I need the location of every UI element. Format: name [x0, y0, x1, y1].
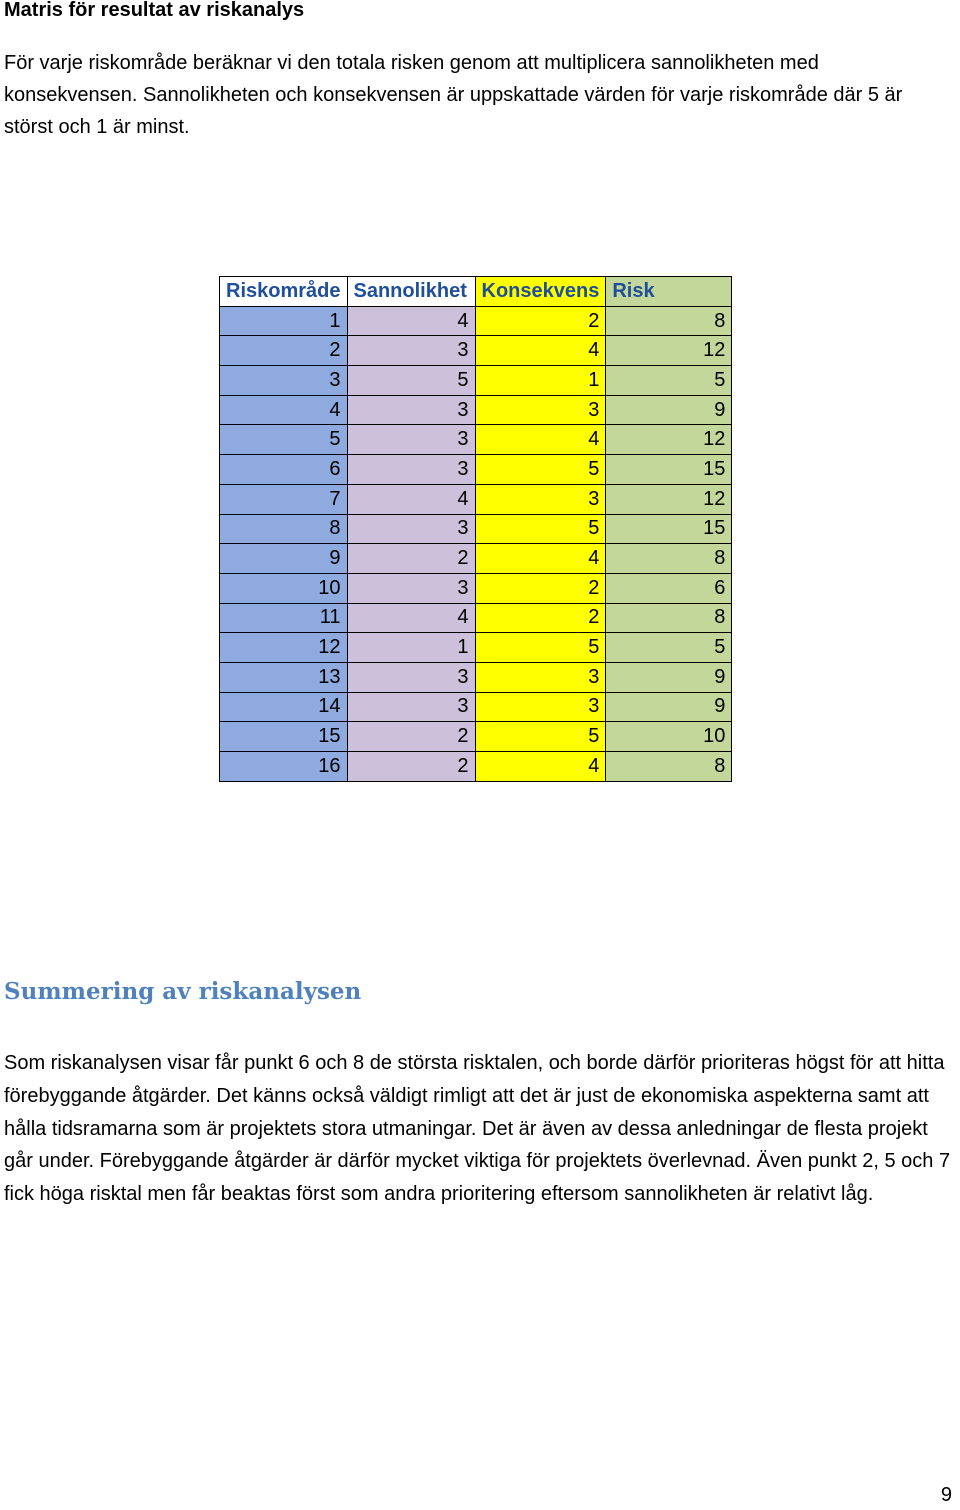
cell-konsekvens: 2 [475, 603, 606, 633]
cell-riskomrade: 12 [220, 633, 348, 663]
cell-sannolikhet: 1 [347, 633, 475, 663]
cell-konsekvens: 3 [475, 484, 606, 514]
cell-risk: 15 [606, 514, 732, 544]
cell-risk: 9 [606, 395, 732, 425]
cell-sannolikhet: 4 [347, 484, 475, 514]
cell-riskomrade: 9 [220, 544, 348, 574]
cell-konsekvens: 3 [475, 692, 606, 722]
cell-riskomrade: 15 [220, 722, 348, 752]
cell-risk: 8 [606, 752, 732, 782]
cell-konsekvens: 3 [475, 662, 606, 692]
table-row [220, 514, 732, 544]
cell-riskomrade: 14 [220, 692, 348, 722]
cell-riskomrade: 1 [220, 306, 348, 336]
cell-konsekvens: 4 [475, 336, 606, 366]
cell-sannolikhet: 2 [347, 752, 475, 782]
table-body [220, 306, 732, 781]
cell-risk: 5 [606, 366, 732, 396]
cell-konsekvens: 4 [475, 752, 606, 782]
table-row [220, 662, 732, 692]
table-row [220, 573, 732, 603]
cell-konsekvens: 2 [475, 306, 606, 336]
table-row [220, 752, 732, 782]
cell-sannolikhet: 3 [347, 336, 475, 366]
cell-konsekvens: 1 [475, 366, 606, 396]
cell-sannolikhet: 3 [347, 395, 475, 425]
cell-sannolikhet: 3 [347, 573, 475, 603]
cell-sannolikhet: 2 [347, 544, 475, 574]
table-row [220, 603, 732, 633]
cell-riskomrade: 8 [220, 514, 348, 544]
cell-sannolikhet: 4 [347, 306, 475, 336]
cell-risk: 8 [606, 603, 732, 633]
cell-sannolikhet: 3 [347, 692, 475, 722]
cell-sannolikhet: 4 [347, 603, 475, 633]
page-number: 9 [940, 1484, 952, 1506]
table-row [220, 484, 732, 514]
risk-matrix-table [219, 276, 732, 782]
cell-riskomrade: 3 [220, 366, 348, 396]
cell-konsekvens: 5 [475, 722, 606, 752]
cell-riskomrade: 7 [220, 484, 348, 514]
cell-riskomrade: 6 [220, 455, 348, 485]
page-title: Matris för resultat av riskanalys [4, 0, 305, 21]
table-row [220, 425, 732, 455]
cell-sannolikhet: 3 [347, 514, 475, 544]
table-row [220, 544, 732, 574]
cell-konsekvens: 5 [475, 514, 606, 544]
cell-risk: 9 [606, 662, 732, 692]
cell-sannolikhet: 3 [347, 662, 475, 692]
cell-riskomrade: 5 [220, 425, 348, 455]
table-header-row [220, 277, 732, 307]
table-row [220, 336, 732, 366]
cell-risk: 12 [606, 336, 732, 366]
cell-risk: 9 [606, 692, 732, 722]
cell-konsekvens: 4 [475, 544, 606, 574]
summary-paragraph: Som riskanalysen visar får punkt 6 och 8 de största risktalen, och borde därför prioriteras högst för att hitta förebyggande åtgärder. Det känns också väldigt rimligt att det är just de ekonomiska aspekterna samt att hålla tidsramarna som är projektets stora utmaningar. Det är även av dessa anledningar de flesta projekt går under. Förebyggande åtgärder är därför mycket viktiga för projektets överlevnad. Även punkt 2, 5 och 7 fick höga risktal men får beaktas först som andra prioritering eftersom sannolikheten är relativt låg. [4, 1052, 951, 1206]
cell-riskomrade: 11 [220, 603, 348, 633]
cell-konsekvens: 5 [475, 455, 606, 485]
cell-risk: 8 [606, 306, 732, 336]
table-row [220, 722, 732, 752]
header-konsekvens: Konsekvens [475, 277, 606, 307]
cell-risk: 15 [606, 455, 732, 485]
cell-sannolikhet: 3 [347, 455, 475, 485]
cell-riskomrade: 16 [220, 752, 348, 782]
cell-sannolikhet: 2 [347, 722, 475, 752]
header-risk: Risk [606, 277, 732, 307]
table-row [220, 692, 732, 722]
cell-risk: 8 [606, 544, 732, 574]
cell-riskomrade: 4 [220, 395, 348, 425]
summary-heading: Summering av riskanalysen [4, 978, 362, 1005]
header-sannolikhet: Sannolikhet [347, 277, 475, 307]
cell-risk: 6 [606, 573, 732, 603]
cell-risk: 5 [606, 633, 732, 663]
cell-riskomrade: 2 [220, 336, 348, 366]
cell-risk: 12 [606, 425, 732, 455]
table-row [220, 306, 732, 336]
cell-sannolikhet: 3 [347, 425, 475, 455]
cell-konsekvens: 4 [475, 425, 606, 455]
table-row [220, 366, 732, 396]
cell-risk: 10 [606, 722, 732, 752]
intro-paragraph: För varje riskområde beräknar vi den totala risken genom att multiplicera sannolikheten med konsekvensen. Sannolikheten och konsekvensen är uppskattade värden för varje riskområde där 5 är störst och 1 är minst. [4, 52, 903, 138]
cell-sannolikhet: 5 [347, 366, 475, 396]
header-riskomrade: Riskområde [220, 277, 348, 307]
cell-risk: 12 [606, 484, 732, 514]
cell-riskomrade: 13 [220, 662, 348, 692]
table-row [220, 455, 732, 485]
cell-konsekvens: 5 [475, 633, 606, 663]
cell-konsekvens: 2 [475, 573, 606, 603]
cell-konsekvens: 3 [475, 395, 606, 425]
cell-riskomrade: 10 [220, 573, 348, 603]
table-row [220, 633, 732, 663]
table-row [220, 395, 732, 425]
